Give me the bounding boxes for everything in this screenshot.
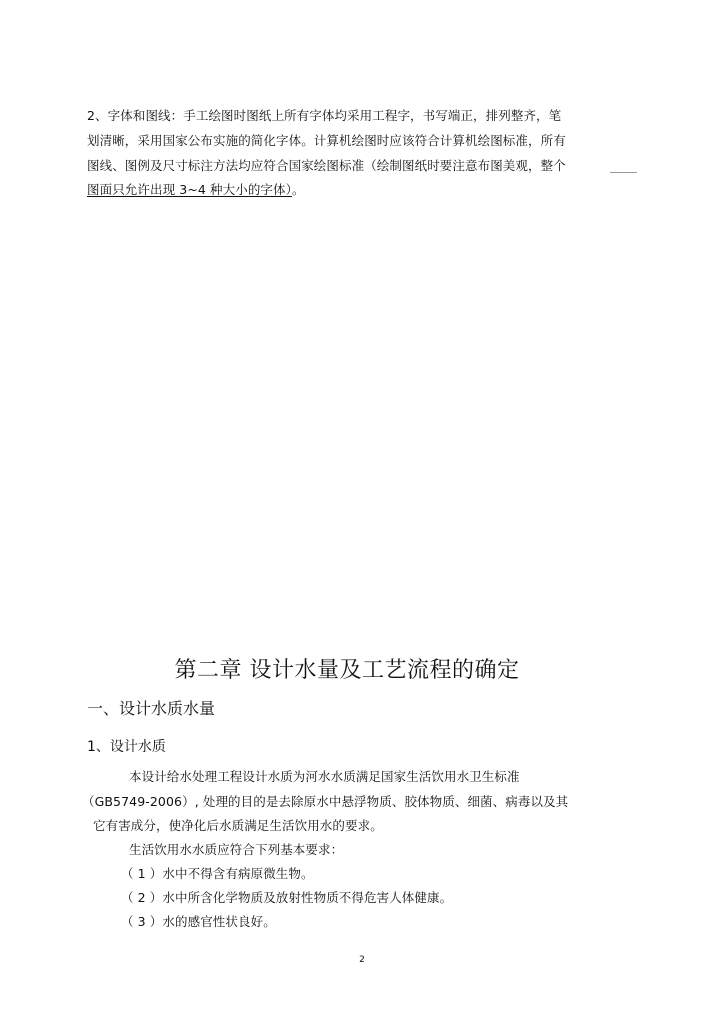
subsection-title: 1、设计水质 <box>87 739 166 755</box>
body-para1-line-2: （GB5749-2006）, 处理的目的是去除原水中悬浮物质、胶体物质、细菌、病毒以及其 <box>82 794 569 809</box>
body-para2-intro: 生活饮用水水质应符合下列基本要求： <box>129 842 344 857</box>
body-para1-line-3: 它有害成分，使净化后水质满足生活饮用水的要求。 <box>93 818 383 833</box>
requirement-item-3: （ 3 ）水的感官性状良好。 <box>121 914 276 929</box>
requirement-item-1: （ 1 ）水中不得含有病原微生物。 <box>121 866 314 881</box>
requirement-item-2: （ 2 ）水中所含化学物质及放射性物质不得危害人体健康。 <box>121 890 453 905</box>
chapter-title: 第二章 设计水量及工艺流程的确定 <box>174 658 520 683</box>
body-para1-line-1: 本设计给水处理工程设计水质为河水水质满足国家生活饮用水卫生标准 <box>129 769 520 784</box>
intro-line-2: 划清晰，采用国家公布实施的简化字体。计算机绘图时应该符合计算机绘图标准，所有 <box>87 133 566 148</box>
line-end-rule <box>610 172 637 173</box>
intro-line-4 <box>87 181 305 199</box>
page-number: 2 <box>359 955 365 965</box>
section-title: 一、设计水质水量 <box>87 699 216 718</box>
intro-line-4-tail: 。 <box>291 182 305 197</box>
intro-line-4-underlined: 图面只允许出现 3~4 种大小的字体） <box>87 182 292 197</box>
intro-line-1: 2、字体和图线：手工绘图时图纸上所有字体均采用工程字，书写端正，排列整齐，笔 <box>87 108 562 123</box>
intro-line-3: 图线、图例及尺寸标注方法均应符合国家绘图标准（绘制图纸时要注意布图美观，整个 <box>87 158 566 173</box>
